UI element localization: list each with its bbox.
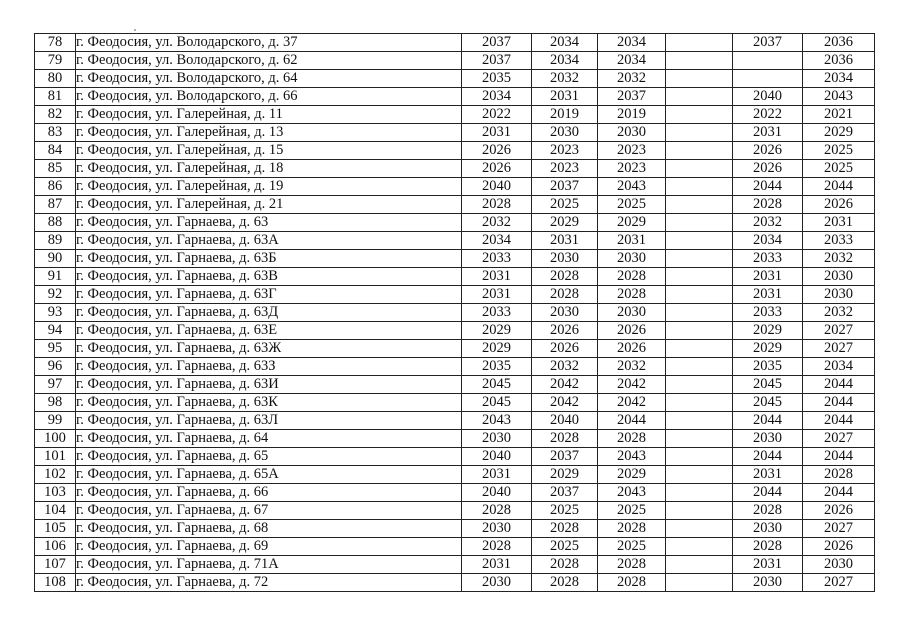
year-cell-4 (666, 394, 733, 412)
address-cell: г. Феодосия, ул. Володарского, д. 64 (76, 70, 462, 88)
year-cell-5: 2028 (733, 502, 803, 520)
table-row (35, 574, 875, 592)
year-cell-1: 2029 (462, 340, 532, 358)
address-cell: г. Феодосия, ул. Гарнаева, д. 63Л (76, 412, 462, 430)
scan-speck (134, 29, 136, 31)
year-cell-4 (666, 574, 733, 592)
year-cell-4 (666, 376, 733, 394)
year-cell-5: 2028 (733, 538, 803, 556)
year-cell-4 (666, 178, 733, 196)
address-cell: г. Феодосия, ул. Гарнаева, д. 63Е (76, 322, 462, 340)
table-row (35, 538, 875, 556)
year-cell-6: 2036 (803, 52, 875, 70)
year-cell-3: 2043 (598, 448, 666, 466)
year-cell-3: 2042 (598, 394, 666, 412)
year-cell-1: 2026 (462, 142, 532, 160)
row-number-cell: 90 (35, 250, 76, 268)
row-number-cell: 99 (35, 412, 76, 430)
year-cell-4 (666, 304, 733, 322)
address-cell: г. Феодосия, ул. Гарнаева, д. 72 (76, 574, 462, 592)
row-number-cell: 79 (35, 52, 76, 70)
table-row (35, 70, 875, 88)
year-cell-6: 2025 (803, 142, 875, 160)
year-cell-3: 2019 (598, 106, 666, 124)
year-cell-4 (666, 538, 733, 556)
address-cell: г. Феодосия, ул. Володарского, д. 66 (76, 88, 462, 106)
year-cell-2: 2025 (532, 538, 598, 556)
table-row (35, 88, 875, 106)
year-cell-6: 2021 (803, 106, 875, 124)
table-row (35, 502, 875, 520)
address-cell: г. Феодосия, ул. Гарнаева, д. 69 (76, 538, 462, 556)
row-number-cell: 84 (35, 142, 76, 160)
year-cell-6: 2030 (803, 286, 875, 304)
row-number-cell: 83 (35, 124, 76, 142)
row-number-cell: 95 (35, 340, 76, 358)
table-row (35, 34, 875, 52)
year-cell-4 (666, 322, 733, 340)
row-number-cell: 91 (35, 268, 76, 286)
year-cell-2: 2032 (532, 70, 598, 88)
year-cell-5 (733, 70, 803, 88)
year-cell-5: 2033 (733, 250, 803, 268)
row-number-cell: 93 (35, 304, 76, 322)
row-number-cell: 98 (35, 394, 76, 412)
address-cell: г. Феодосия, ул. Галерейная, д. 18 (76, 160, 462, 178)
row-number-cell: 108 (35, 574, 76, 592)
table-row (35, 448, 875, 466)
year-cell-1: 2040 (462, 178, 532, 196)
year-cell-2: 2025 (532, 502, 598, 520)
year-cell-4 (666, 124, 733, 142)
address-cell: г. Феодосия, ул. Галерейная, д. 11 (76, 106, 462, 124)
year-cell-3: 2029 (598, 214, 666, 232)
year-cell-2: 2028 (532, 556, 598, 574)
row-number-cell: 87 (35, 196, 76, 214)
year-cell-2: 2026 (532, 340, 598, 358)
year-cell-5: 2026 (733, 160, 803, 178)
year-cell-4 (666, 268, 733, 286)
year-cell-4 (666, 214, 733, 232)
year-cell-2: 2034 (532, 34, 598, 52)
year-cell-3: 2028 (598, 286, 666, 304)
document-page (34, 33, 875, 592)
table-row (35, 250, 875, 268)
year-cell-3: 2031 (598, 232, 666, 250)
year-cell-4 (666, 88, 733, 106)
year-cell-6: 2030 (803, 556, 875, 574)
table-row (35, 106, 875, 124)
year-cell-2: 2029 (532, 214, 598, 232)
address-cell: г. Феодосия, ул. Гарнаева, д. 63Г (76, 286, 462, 304)
address-cell: г. Феодосия, ул. Володарского, д. 62 (76, 52, 462, 70)
year-cell-2: 2042 (532, 394, 598, 412)
year-cell-6: 2030 (803, 268, 875, 286)
year-cell-1: 2030 (462, 430, 532, 448)
year-cell-4 (666, 430, 733, 448)
year-cell-2: 2023 (532, 142, 598, 160)
year-cell-4 (666, 34, 733, 52)
row-number-cell: 78 (35, 34, 76, 52)
address-cell: г. Феодосия, ул. Гарнаева, д. 63А (76, 232, 462, 250)
address-cell: г. Феодосия, ул. Галерейная, д. 21 (76, 196, 462, 214)
year-cell-1: 2045 (462, 376, 532, 394)
year-cell-2: 2031 (532, 232, 598, 250)
row-number-cell: 89 (35, 232, 76, 250)
year-cell-1: 2022 (462, 106, 532, 124)
year-cell-2: 2028 (532, 268, 598, 286)
address-cell: г. Феодосия, ул. Галерейная, д. 13 (76, 124, 462, 142)
year-cell-1: 2028 (462, 538, 532, 556)
year-cell-6: 2044 (803, 178, 875, 196)
table-row (35, 430, 875, 448)
year-cell-3: 2028 (598, 556, 666, 574)
row-number-cell: 85 (35, 160, 76, 178)
row-number-cell: 103 (35, 484, 76, 502)
year-cell-2: 2030 (532, 304, 598, 322)
year-cell-5: 2030 (733, 574, 803, 592)
year-cell-5: 2031 (733, 466, 803, 484)
year-cell-2: 2028 (532, 286, 598, 304)
year-cell-6: 2043 (803, 88, 875, 106)
address-cell: г. Феодосия, ул. Гарнаева, д. 63В (76, 268, 462, 286)
year-cell-5 (733, 52, 803, 70)
table-row (35, 268, 875, 286)
year-cell-3: 2044 (598, 412, 666, 430)
year-cell-3: 2023 (598, 142, 666, 160)
year-cell-3: 2043 (598, 178, 666, 196)
year-cell-6: 2026 (803, 502, 875, 520)
year-cell-5: 2029 (733, 322, 803, 340)
year-cell-1: 2026 (462, 160, 532, 178)
table-row (35, 52, 875, 70)
year-cell-3: 2025 (598, 538, 666, 556)
year-cell-2: 2030 (532, 250, 598, 268)
year-cell-3: 2030 (598, 250, 666, 268)
year-cell-4 (666, 52, 733, 70)
year-cell-1: 2031 (462, 286, 532, 304)
table-row (35, 214, 875, 232)
year-cell-2: 2019 (532, 106, 598, 124)
year-cell-4 (666, 232, 733, 250)
year-cell-4 (666, 556, 733, 574)
year-cell-5: 2026 (733, 142, 803, 160)
table-body (35, 34, 875, 592)
year-cell-6: 2044 (803, 412, 875, 430)
year-cell-1: 2040 (462, 484, 532, 502)
year-cell-1: 2040 (462, 448, 532, 466)
address-cell: г. Феодосия, ул. Гарнаева, д. 63И (76, 376, 462, 394)
year-cell-4 (666, 250, 733, 268)
year-cell-5: 2029 (733, 340, 803, 358)
year-cell-4 (666, 340, 733, 358)
address-cell: г. Феодосия, ул. Галерейная, д. 15 (76, 142, 462, 160)
year-cell-6: 2026 (803, 196, 875, 214)
address-cell: г. Феодосия, ул. Галерейная, д. 19 (76, 178, 462, 196)
address-cell: г. Феодосия, ул. Гарнаева, д. 63Ж (76, 340, 462, 358)
year-cell-1: 2045 (462, 394, 532, 412)
year-cell-2: 2040 (532, 412, 598, 430)
year-cell-3: 2043 (598, 484, 666, 502)
year-cell-1: 2037 (462, 34, 532, 52)
table-row (35, 466, 875, 484)
table-row (35, 520, 875, 538)
year-cell-6: 2027 (803, 340, 875, 358)
address-cell: г. Феодосия, ул. Гарнаева, д. 63 (76, 214, 462, 232)
year-cell-6: 2034 (803, 70, 875, 88)
year-cell-5: 2044 (733, 412, 803, 430)
year-cell-5: 2032 (733, 214, 803, 232)
year-cell-6: 2031 (803, 214, 875, 232)
address-cell: г. Феодосия, ул. Гарнаева, д. 63Д (76, 304, 462, 322)
row-number-cell: 80 (35, 70, 76, 88)
year-cell-2: 2034 (532, 52, 598, 70)
year-cell-1: 2037 (462, 52, 532, 70)
table-row (35, 340, 875, 358)
year-cell-2: 2037 (532, 178, 598, 196)
year-cell-3: 2032 (598, 70, 666, 88)
year-cell-1: 2031 (462, 556, 532, 574)
year-cell-5: 2034 (733, 232, 803, 250)
year-cell-2: 2037 (532, 448, 598, 466)
year-cell-5: 2031 (733, 268, 803, 286)
table-row (35, 142, 875, 160)
year-cell-3: 2034 (598, 52, 666, 70)
row-number-cell: 97 (35, 376, 76, 394)
address-cell: г. Феодосия, ул. Гарнаева, д. 65 (76, 448, 462, 466)
year-cell-3: 2025 (598, 502, 666, 520)
address-cell: г. Феодосия, ул. Гарнаева, д. 65А (76, 466, 462, 484)
year-cell-6: 2027 (803, 520, 875, 538)
year-cell-5: 2028 (733, 196, 803, 214)
year-cell-4 (666, 448, 733, 466)
address-cell: г. Феодосия, ул. Гарнаева, д. 63К (76, 394, 462, 412)
year-cell-3: 2028 (598, 268, 666, 286)
year-cell-4 (666, 502, 733, 520)
year-cell-6: 2036 (803, 34, 875, 52)
year-cell-3: 2030 (598, 124, 666, 142)
year-cell-4 (666, 70, 733, 88)
address-cell: г. Феодосия, ул. Гарнаева, д. 71А (76, 556, 462, 574)
year-cell-1: 2035 (462, 358, 532, 376)
year-cell-1: 2033 (462, 304, 532, 322)
year-cell-6: 2029 (803, 124, 875, 142)
address-cell: г. Феодосия, ул. Гарнаева, д. 68 (76, 520, 462, 538)
address-cell: г. Феодосия, ул. Гарнаева, д. 63Б (76, 250, 462, 268)
year-cell-4 (666, 196, 733, 214)
year-cell-2: 2031 (532, 88, 598, 106)
year-cell-4 (666, 484, 733, 502)
table-row (35, 160, 875, 178)
address-cell: г. Феодосия, ул. Гарнаева, д. 63З (76, 358, 462, 376)
year-cell-2: 2028 (532, 430, 598, 448)
year-cell-2: 2023 (532, 160, 598, 178)
year-cell-3: 2026 (598, 322, 666, 340)
year-cell-2: 2026 (532, 322, 598, 340)
year-cell-4 (666, 286, 733, 304)
year-cell-6: 2044 (803, 376, 875, 394)
year-cell-4 (666, 160, 733, 178)
year-cell-6: 2032 (803, 304, 875, 322)
year-cell-5: 2031 (733, 556, 803, 574)
year-cell-6: 2034 (803, 358, 875, 376)
year-cell-5: 2037 (733, 34, 803, 52)
table-row (35, 286, 875, 304)
year-cell-1: 2031 (462, 124, 532, 142)
year-cell-6: 2025 (803, 160, 875, 178)
address-cell: г. Феодосия, ул. Гарнаева, д. 67 (76, 502, 462, 520)
table-row (35, 196, 875, 214)
address-cell: г. Феодосия, ул. Володарского, д. 37 (76, 34, 462, 52)
table-row (35, 394, 875, 412)
year-cell-5: 2030 (733, 520, 803, 538)
year-cell-3: 2028 (598, 430, 666, 448)
year-cell-2: 2032 (532, 358, 598, 376)
year-cell-1: 2031 (462, 466, 532, 484)
year-cell-5: 2030 (733, 430, 803, 448)
row-number-cell: 106 (35, 538, 76, 556)
year-cell-2: 2037 (532, 484, 598, 502)
table-row (35, 412, 875, 430)
year-cell-1: 2035 (462, 70, 532, 88)
year-cell-1: 2032 (462, 214, 532, 232)
year-cell-1: 2028 (462, 502, 532, 520)
row-number-cell: 86 (35, 178, 76, 196)
housing-schedule-table (34, 33, 875, 592)
row-number-cell: 82 (35, 106, 76, 124)
year-cell-4 (666, 142, 733, 160)
year-cell-3: 2042 (598, 376, 666, 394)
year-cell-5: 2044 (733, 484, 803, 502)
year-cell-4 (666, 466, 733, 484)
year-cell-4 (666, 106, 733, 124)
year-cell-6: 2027 (803, 430, 875, 448)
table-row (35, 358, 875, 376)
year-cell-4 (666, 412, 733, 430)
year-cell-3: 2028 (598, 520, 666, 538)
year-cell-5: 2033 (733, 304, 803, 322)
year-cell-6: 2027 (803, 322, 875, 340)
table-row (35, 556, 875, 574)
year-cell-1: 2034 (462, 232, 532, 250)
table-row (35, 484, 875, 502)
year-cell-2: 2029 (532, 466, 598, 484)
row-number-cell: 100 (35, 430, 76, 448)
year-cell-2: 2028 (532, 574, 598, 592)
year-cell-1: 2043 (462, 412, 532, 430)
year-cell-1: 2031 (462, 268, 532, 286)
table-row (35, 178, 875, 196)
year-cell-5: 2031 (733, 124, 803, 142)
year-cell-6: 2028 (803, 466, 875, 484)
year-cell-5: 2044 (733, 448, 803, 466)
table-row (35, 322, 875, 340)
year-cell-3: 2025 (598, 196, 666, 214)
row-number-cell: 105 (35, 520, 76, 538)
year-cell-6: 2027 (803, 574, 875, 592)
table-row (35, 232, 875, 250)
year-cell-1: 2034 (462, 88, 532, 106)
row-number-cell: 96 (35, 358, 76, 376)
year-cell-2: 2030 (532, 124, 598, 142)
year-cell-3: 2029 (598, 466, 666, 484)
table-row (35, 124, 875, 142)
year-cell-3: 2023 (598, 160, 666, 178)
address-cell: г. Феодосия, ул. Гарнаева, д. 66 (76, 484, 462, 502)
year-cell-6: 2044 (803, 484, 875, 502)
year-cell-3: 2034 (598, 34, 666, 52)
year-cell-2: 2025 (532, 196, 598, 214)
row-number-cell: 104 (35, 502, 76, 520)
year-cell-4 (666, 520, 733, 538)
year-cell-3: 2037 (598, 88, 666, 106)
year-cell-3: 2030 (598, 304, 666, 322)
year-cell-6: 2032 (803, 250, 875, 268)
year-cell-3: 2026 (598, 340, 666, 358)
year-cell-5: 2045 (733, 376, 803, 394)
year-cell-6: 2033 (803, 232, 875, 250)
year-cell-1: 2029 (462, 322, 532, 340)
year-cell-1: 2028 (462, 196, 532, 214)
year-cell-6: 2044 (803, 394, 875, 412)
row-number-cell: 107 (35, 556, 76, 574)
year-cell-5: 2022 (733, 106, 803, 124)
table-row (35, 376, 875, 394)
year-cell-1: 2030 (462, 574, 532, 592)
year-cell-6: 2026 (803, 538, 875, 556)
year-cell-6: 2044 (803, 448, 875, 466)
address-cell: г. Феодосия, ул. Гарнаева, д. 64 (76, 430, 462, 448)
year-cell-2: 2028 (532, 520, 598, 538)
year-cell-5: 2031 (733, 286, 803, 304)
year-cell-5: 2045 (733, 394, 803, 412)
year-cell-5: 2035 (733, 358, 803, 376)
year-cell-4 (666, 358, 733, 376)
year-cell-2: 2042 (532, 376, 598, 394)
row-number-cell: 81 (35, 88, 76, 106)
row-number-cell: 92 (35, 286, 76, 304)
year-cell-1: 2030 (462, 520, 532, 538)
table-row (35, 304, 875, 322)
row-number-cell: 101 (35, 448, 76, 466)
row-number-cell: 88 (35, 214, 76, 232)
row-number-cell: 102 (35, 466, 76, 484)
year-cell-5: 2040 (733, 88, 803, 106)
year-cell-3: 2028 (598, 574, 666, 592)
row-number-cell: 94 (35, 322, 76, 340)
year-cell-5: 2044 (733, 178, 803, 196)
year-cell-1: 2033 (462, 250, 532, 268)
year-cell-3: 2032 (598, 358, 666, 376)
